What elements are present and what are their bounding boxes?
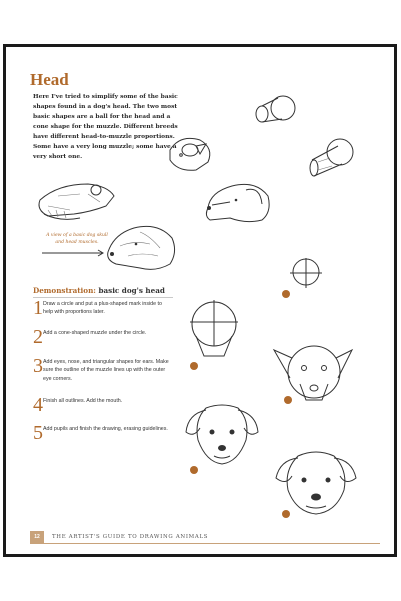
- step-5-sketch: [276, 452, 356, 518]
- step-number: 5: [33, 422, 43, 444]
- page-heading: Head: [30, 70, 69, 89]
- step-text: Add pupils and finish the drawing, erasing guidelines.: [43, 426, 168, 432]
- page-number: 12: [30, 531, 44, 543]
- step-text: Draw a circle and put a plus-shaped mark inside to help with proportions later.: [43, 301, 162, 316]
- ball-cone-sketch-1: [256, 96, 295, 122]
- step-4-sketch: [186, 405, 258, 474]
- step-number: 4: [33, 394, 43, 416]
- ball-cone-sketch-2: [310, 139, 353, 176]
- step-text: Add a cone-shaped muzzle under the circle.: [43, 330, 147, 336]
- intro-paragraph: Here I've tried to simplify some of the basic shapes found in a dog's head. The two most basic shapes are a ball for the head and a cone shape for the muzzle. Different breeds have different head-to-muzzle proportions. Some have a very long muzzle; some have a very short one.: [33, 93, 178, 160]
- dog-skull-illustration: [39, 184, 114, 219]
- book-title: THE ARTIST'S GUIDE TO DRAWING ANIMALS: [52, 534, 209, 540]
- skull-caption: A view of a basic dog skull and head muscles.: [46, 233, 108, 245]
- demo-prefix: Demonstration:: [33, 286, 96, 295]
- dog-head-shape-sketch: [170, 138, 210, 170]
- step-number: 3: [33, 355, 43, 377]
- long-muzzle-head-sketch: [206, 184, 269, 221]
- step-number: 2: [33, 326, 43, 348]
- caption-arrow: [42, 250, 103, 256]
- step-text: Finish all outlines. Add the mouth.: [43, 398, 123, 404]
- step-text: Add eyes, nose, and triangular shapes for ears. Make sure the outline of the muzzle lines up with the outer eye corners.: [43, 359, 169, 382]
- step-3-sketch: [274, 346, 352, 404]
- demo-subject: basic dog's head: [95, 286, 165, 295]
- dog-muscle-head-illustration: [108, 226, 175, 269]
- step-number: 1: [33, 297, 43, 319]
- step-1-sketch: [282, 258, 322, 298]
- step-2-sketch: [190, 300, 238, 370]
